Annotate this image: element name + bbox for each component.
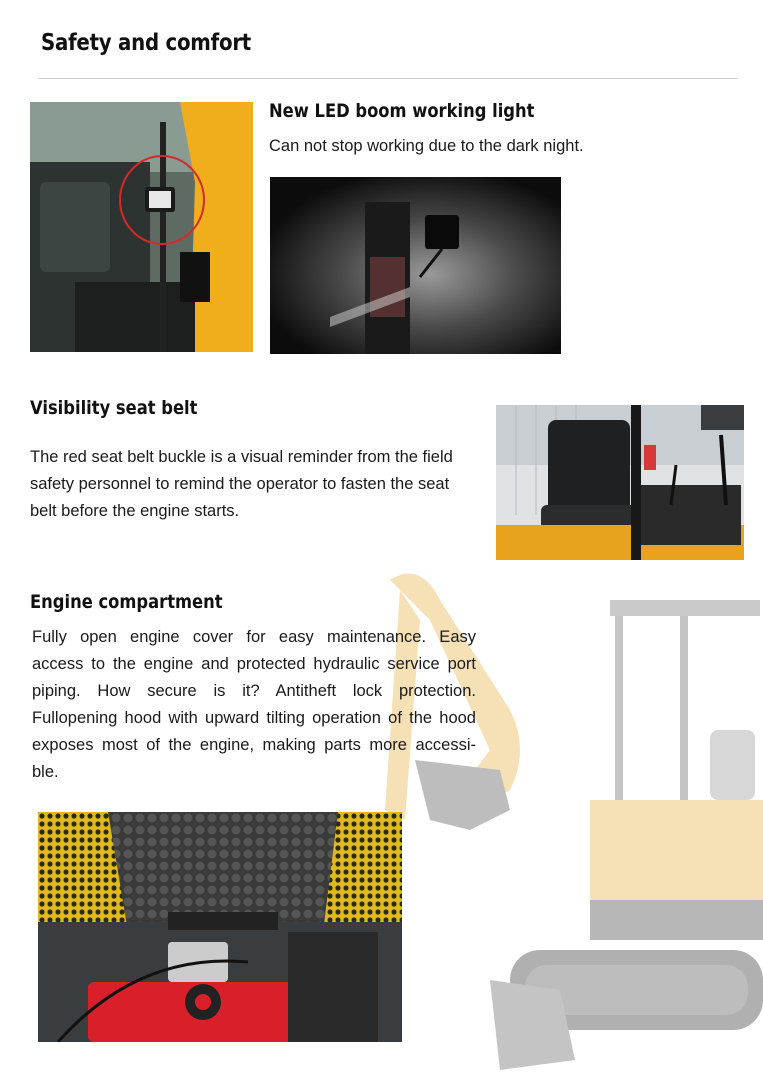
seat-belt-line-2: safety personnel to remind the operator to fasten the seat [30, 475, 450, 493]
section-title-seat-belt: Visibility seat belt [30, 397, 198, 419]
engine-line-5: exposes most of the engine, making parts more accessi- [32, 736, 476, 754]
seat-belt-line-3: belt before the engine starts. [30, 502, 240, 520]
section-text-led-light: Can not stop working due to the dark night. [269, 137, 584, 155]
section-title-led-light: New LED boom working light [269, 100, 535, 122]
section-title-engine: Engine compartment [30, 591, 223, 613]
page-title: Safety and comfort [41, 30, 252, 56]
night-light-photo [270, 177, 561, 354]
engine-line-1: Fully open engine cover for easy maintenance. Easy [32, 628, 476, 646]
engine-compartment-photo [38, 812, 402, 1042]
cab-led-light-photo [30, 102, 253, 352]
title-divider [38, 78, 738, 79]
engine-line-4: Fullopening hood with upward tilting operation of the hood [32, 709, 476, 727]
engine-line-6: ble. [32, 763, 59, 781]
seat-belt-photo [496, 405, 744, 560]
engine-line-3: piping. How secure is it? Antitheft lock protection. [32, 682, 476, 700]
section-text-engine [32, 624, 476, 786]
engine-line-2: access to the engine and protected hydraulic service port [32, 655, 476, 673]
section-text-seat-belt [30, 444, 480, 525]
seat-belt-line-1: The red seat belt buckle is a visual reminder from the field [30, 448, 453, 466]
